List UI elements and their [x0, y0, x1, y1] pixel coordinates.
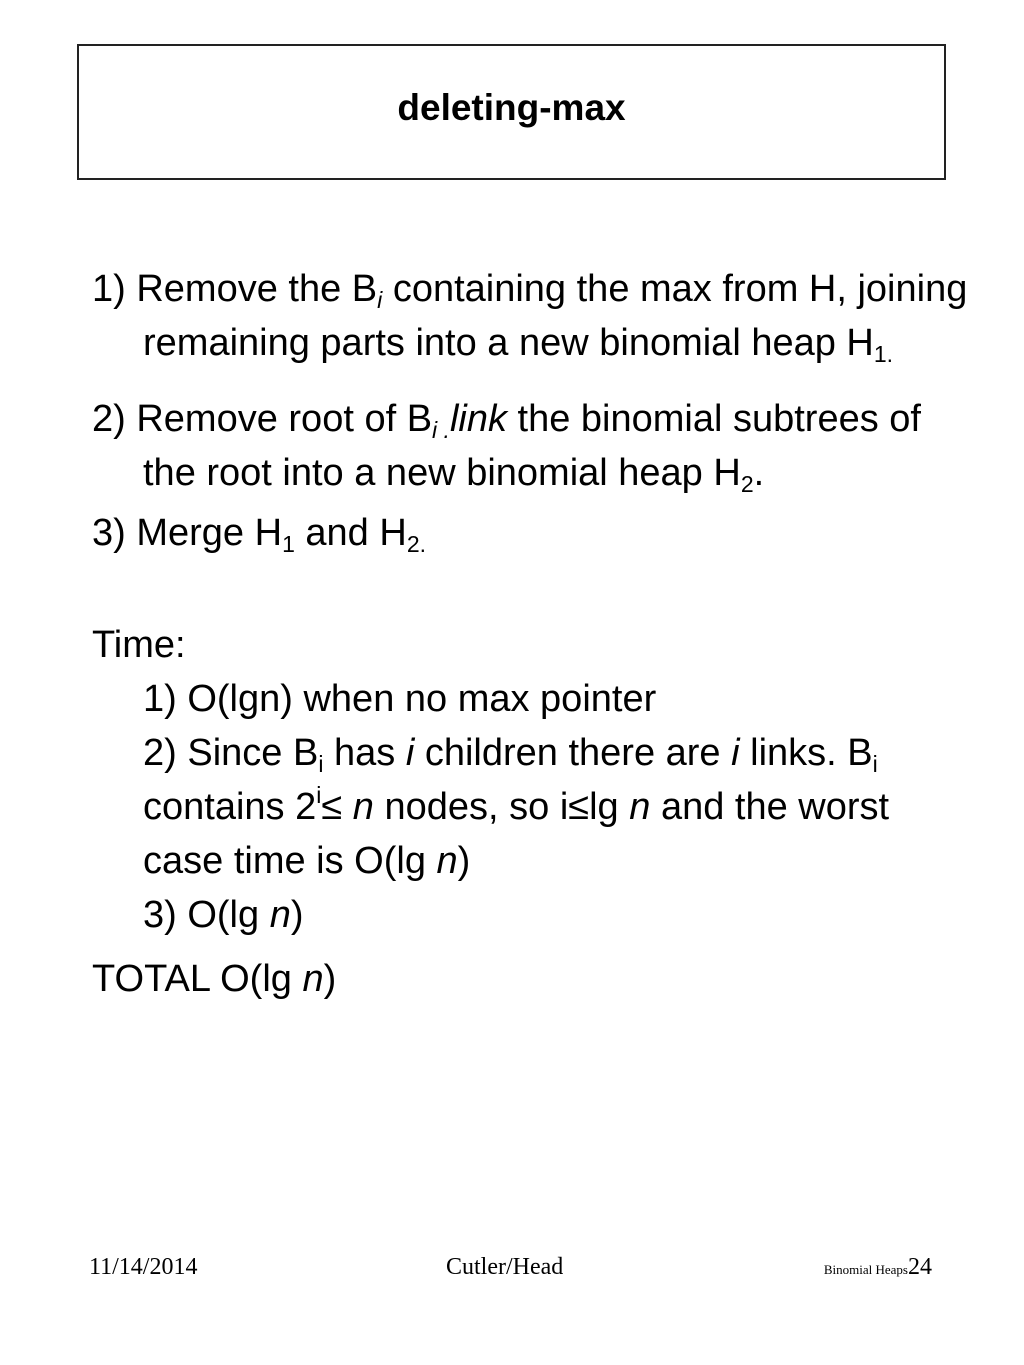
t3-close-paren: ): [290, 894, 304, 936]
step-2-subscript: i .: [432, 417, 450, 443]
step-3-subscript: 1: [282, 531, 295, 557]
slide-title: deleting-max: [397, 87, 626, 128]
footer-author: Cutler/Head: [446, 1254, 564, 1280]
step-3-text: 3) Merge H: [92, 512, 283, 554]
step-1: [92, 262, 972, 370]
time-line-2: [92, 726, 972, 888]
page-number: 24: [908, 1254, 932, 1280]
t2-italic-i-2: i: [731, 732, 740, 774]
t2-text-h: and the worst case time is O(lg: [143, 786, 890, 882]
total-italic-n: n: [302, 958, 324, 1000]
time-line-3: [92, 888, 972, 942]
title-box: [77, 44, 946, 180]
t2-text-g: nodes, so i≤lg: [373, 786, 630, 828]
t3-text: 3) O(lg: [143, 894, 270, 936]
step-3-subscript-2: 2.: [406, 531, 427, 557]
t3-italic-n: n: [269, 894, 291, 936]
footer-date: 11/14/2014: [89, 1254, 198, 1280]
step-2-subscript-2: 2: [740, 471, 754, 497]
step-2-text: 2) Remove root of B: [92, 398, 433, 440]
step-2: [92, 392, 972, 500]
time-line-1: 1) O(lgn) when no max pointer: [143, 678, 657, 720]
t2-italic-n-1: n: [352, 786, 374, 828]
step-2-period: .: [753, 452, 765, 494]
t2-text-c: children there are: [414, 732, 732, 774]
t2-text-d: links. B: [739, 732, 873, 774]
t2-italic-n-3: n: [436, 840, 458, 882]
t2-close-paren: ): [457, 840, 471, 882]
step-3: [92, 506, 972, 560]
step-1-text-2: containing the max from H, joining remaining parts into a new binomial heap H: [143, 268, 968, 364]
t2-text-f: ≤: [321, 786, 353, 828]
step-1-subscript-2: 1.: [873, 341, 894, 367]
t2-italic-n-2: n: [629, 786, 651, 828]
step-1-text: 1) Remove the B: [92, 268, 378, 310]
t2-subscript-2: i: [872, 751, 878, 777]
footer-topic: Binomial Heaps: [823, 1262, 908, 1277]
t2-text-b: has: [323, 732, 406, 774]
step-2-text-2: the binomial subtrees of the root into a new binomial heap H: [143, 398, 921, 494]
step-2-link-word: link: [449, 398, 507, 440]
step-3-text-2: and H: [294, 512, 407, 554]
t2-text-a: 2) Since B: [143, 732, 319, 774]
total-line: [92, 952, 972, 1006]
footer-topic-page: [824, 1254, 932, 1281]
t2-subscript-1: i: [318, 751, 324, 777]
total-text: TOTAL O(lg: [92, 958, 303, 1000]
time-label: Time:: [92, 624, 186, 666]
t2-text-e: contains 2: [143, 786, 317, 828]
t2-italic-i-1: i: [405, 732, 415, 774]
total-close-paren: ): [323, 958, 337, 1000]
step-1-subscript: i: [377, 287, 383, 313]
slide-content: [92, 262, 972, 1006]
t2-superscript: i: [316, 782, 322, 808]
